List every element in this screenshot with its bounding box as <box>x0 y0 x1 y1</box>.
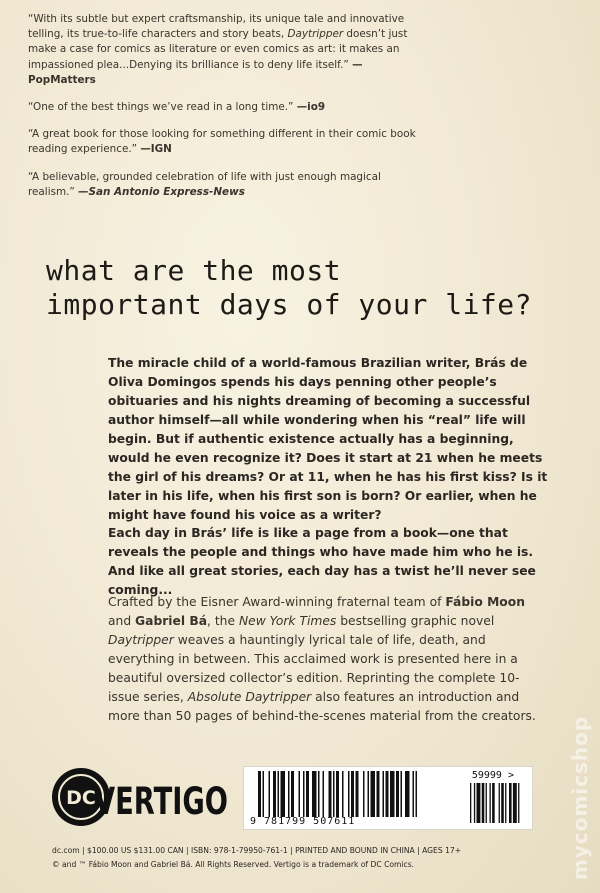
barcode-bar <box>263 771 265 817</box>
barcode-bar <box>291 771 294 817</box>
barcode-bar <box>299 771 301 817</box>
barcode-addon-bar <box>477 783 481 823</box>
barcode-bar <box>396 771 399 817</box>
barcode-bar <box>342 771 344 817</box>
barcode-bar <box>258 771 261 817</box>
barcode-addon-bar <box>474 783 475 823</box>
dc-logo-text: DC <box>66 787 96 809</box>
barcode-bar <box>281 771 286 817</box>
footer-copyright: © and ™ Fábio Moon and Gabriel Bá. All Rights Reserved. Vertigo is a trademark of DC Comics. <box>52 860 415 869</box>
barcode-bar <box>368 771 370 817</box>
barcode-addon-bar <box>518 783 519 823</box>
headline-line-2: important days of your life? <box>46 288 533 321</box>
footer-price-isbn: dc.com | $100.00 US $131.00 CAN | ISBN: 978-1-79950-761-1 | PRINTED AND BOUND IN CHINA | AGES 17+ <box>52 846 462 855</box>
vertigo-wordmark: VERTIGO <box>94 780 228 823</box>
barcode-bar <box>386 771 389 817</box>
barcode-bar <box>348 771 350 817</box>
barcode-bar <box>351 771 354 817</box>
barcode-addon-bar <box>501 783 504 823</box>
barcode-bar <box>288 771 290 817</box>
barcode-bar <box>401 771 403 817</box>
barcode-bar <box>405 771 410 817</box>
dc-vertigo-logo <box>50 766 230 828</box>
synopsis-paragraph-2: Each day in Brás’ life is like a page from a book—one that reveals the people and things who have made him who he is. And like all great stories, each day has a twist he’ll never see coming... <box>108 526 536 597</box>
barcode-panel <box>243 766 533 830</box>
barcode-addon-bar <box>505 783 506 823</box>
barcode-addon-bar <box>513 783 517 823</box>
barcode-bar <box>323 771 325 817</box>
barcode-bar <box>306 771 309 817</box>
synopsis-paragraph-3: Crafted by the Eisner Award-winning fraternal team of Fábio Moon and Gabriel Bá, the New York Times bestselling graphic novel Daytripper weaves a hauntingly lyrical tale of life, death, and everything in between. This acclaimed work is presented here in a beautiful oversized collector’s edition. Reprinting the complete 10-issue series, Absolute Daytripper also features an introduction and more than 50 pages of behind-the-scenes material from the creators. <box>108 595 536 723</box>
barcode-bar <box>416 771 418 817</box>
barcode-bar <box>312 771 317 817</box>
barcode-bar <box>273 771 276 817</box>
barcode-bar <box>377 771 380 817</box>
barcode-bar <box>278 771 280 817</box>
barcode-bar <box>333 771 335 817</box>
headline <box>46 254 586 322</box>
barcode-addon-bar <box>509 783 512 823</box>
review-quotes <box>28 12 428 212</box>
barcode-addon-bar <box>470 783 471 823</box>
barcode-bar <box>413 771 415 817</box>
barcode-bar <box>371 771 376 817</box>
isbn-digits: 9 781799 507611 <box>250 816 356 827</box>
quote-io9: “One of the best things we’ve read in a long time.” —io9 <box>28 101 326 114</box>
barcode-bar <box>269 771 271 817</box>
barcode-bar <box>318 771 320 817</box>
barcode-bar <box>383 771 385 817</box>
synopsis-paragraph-1: The miracle child of a world-famous Brazilian writer, Brás de Oliva Domingos spends his days penning other people’s obituaries and his nights dreaming of becoming a successful author himself—all while wondering when his “real” life will begin. But if authentic existence actually has a beginning, would he even recognize it? Does it start at 21 when he meets the girl of his dreams? Or at 11, when he has his first kiss? Is it later in his life, when his first son is born? Or earlier, when he might have found his voice as a writer? <box>108 356 548 522</box>
barcode-addon-bar <box>486 783 487 823</box>
quote-ign: “A great book for those looking for something different in their comic book reading experience.” —IGN <box>28 128 416 156</box>
barcode-bar <box>336 771 339 817</box>
barcode-bar <box>303 771 305 817</box>
barcode-addon-bar <box>499 783 500 823</box>
price-code: 59999 > <box>471 770 514 781</box>
barcode-addon-bar <box>482 783 485 823</box>
quote-popmatters: “With its subtle but expert craftsmanship, its unique tale and innovative telling, its true-to-life characters and story beats, Daytripper doesn’t just make a case for comics as literature or even comics as art: it makes an impassioned plea...Denying its brilliance is to deny life itself.” —PopMatters <box>28 13 408 86</box>
barcode-bar <box>329 771 332 817</box>
barcode-addon-bar <box>492 783 495 823</box>
barcode-addon-bar <box>490 783 491 823</box>
watermark: mycomicshop <box>568 715 592 880</box>
barcode-bar <box>356 771 359 817</box>
quote-san-antonio: “A believable, grounded celebration of life with just enough magical realism.” —San Antonio Express-News <box>28 170 381 198</box>
barcode-bar <box>390 771 395 817</box>
headline-line-1: what are the most <box>46 254 342 287</box>
barcode-bar <box>363 771 365 817</box>
